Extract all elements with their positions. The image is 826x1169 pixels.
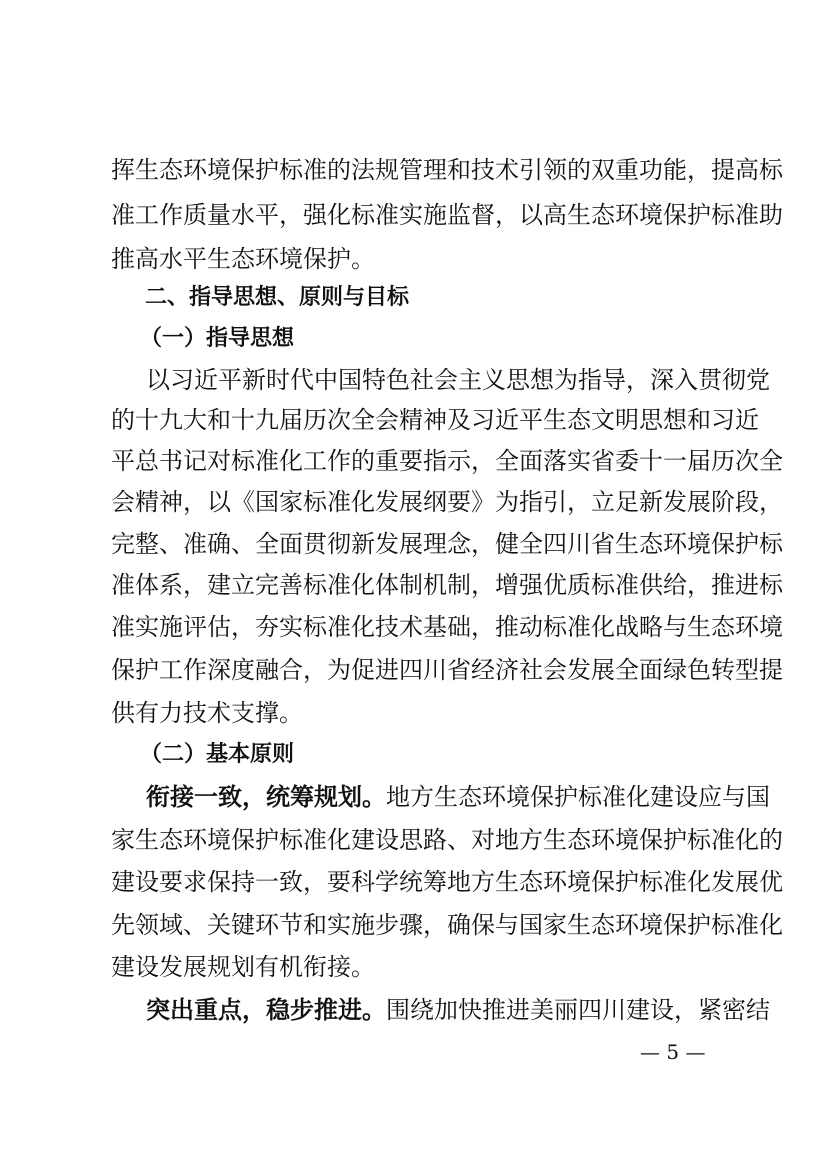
subsection-heading: （一）指导思想 (140, 326, 295, 351)
body-line: 以习近平新时代中国特色社会主义思想为指导，深入贯彻党 (146, 366, 770, 394)
body-line: 建设要求保持一致，要科学统筹地方生态环境保护标准化发展优 (111, 868, 783, 896)
body-line: 准体系，建立完善标准化体制机制，增强优质标准供给，推进标 (111, 571, 783, 599)
subsection-heading: （二）基本原则 (140, 742, 295, 767)
principle-text: 地方生态环境保护标准化建设应与国 (386, 783, 770, 811)
body-line: 推高水平生态环境保护。 (111, 245, 375, 273)
body-line (146, 995, 770, 1025)
body-line: 先领域、关键环节和实施步骤，确保与国家生态环境保护标准化 (111, 911, 783, 939)
body-line: 保护工作深度融合，为促进四川省经济社会发展全面绿色转型提 (111, 656, 783, 684)
body-line: 的十九大和十九届历次全会精神及习近平生态文明思想和习近 (111, 406, 759, 434)
body-line: 会精神，以《国家标准化发展纲要》为指引，立足新发展阶段， (111, 488, 783, 516)
body-line: 家生态环境保护标准化建设思路、对地方生态环境保护标准化的 (111, 826, 783, 854)
body-line: 挥生态环境保护标准的法规管理和技术引领的双重功能，提高标 (111, 156, 783, 184)
section-heading: 二、指导思想、原则与目标 (145, 285, 410, 310)
body-line (146, 782, 770, 812)
principle-text: 围绕加快推进美丽四川建设，紧密结 (386, 996, 770, 1024)
body-line: 供有力技术支撑。 (111, 699, 303, 727)
principle-lead: 衔接一致，统筹规划。 (146, 783, 386, 811)
body-line: 完整、准确、全面贯彻新发展理念，健全四川省生态环境保护标 (111, 530, 783, 558)
body-line: 平总书记对标准化工作的重要指示，全面落实省委十一届历次全 (111, 447, 783, 475)
principle-lead: 突出重点，稳步推进。 (146, 996, 386, 1024)
body-line: 准工作质量水平，强化标准实施监督，以高生态环境保护标准助 (111, 201, 783, 229)
body-line: 准实施评估，夯实标准化技术基础，推动标准化战略与生态环境 (111, 613, 783, 641)
body-line: 建设发展规划有机衔接。 (111, 953, 375, 981)
page-number: — 5 — (640, 1040, 706, 1064)
